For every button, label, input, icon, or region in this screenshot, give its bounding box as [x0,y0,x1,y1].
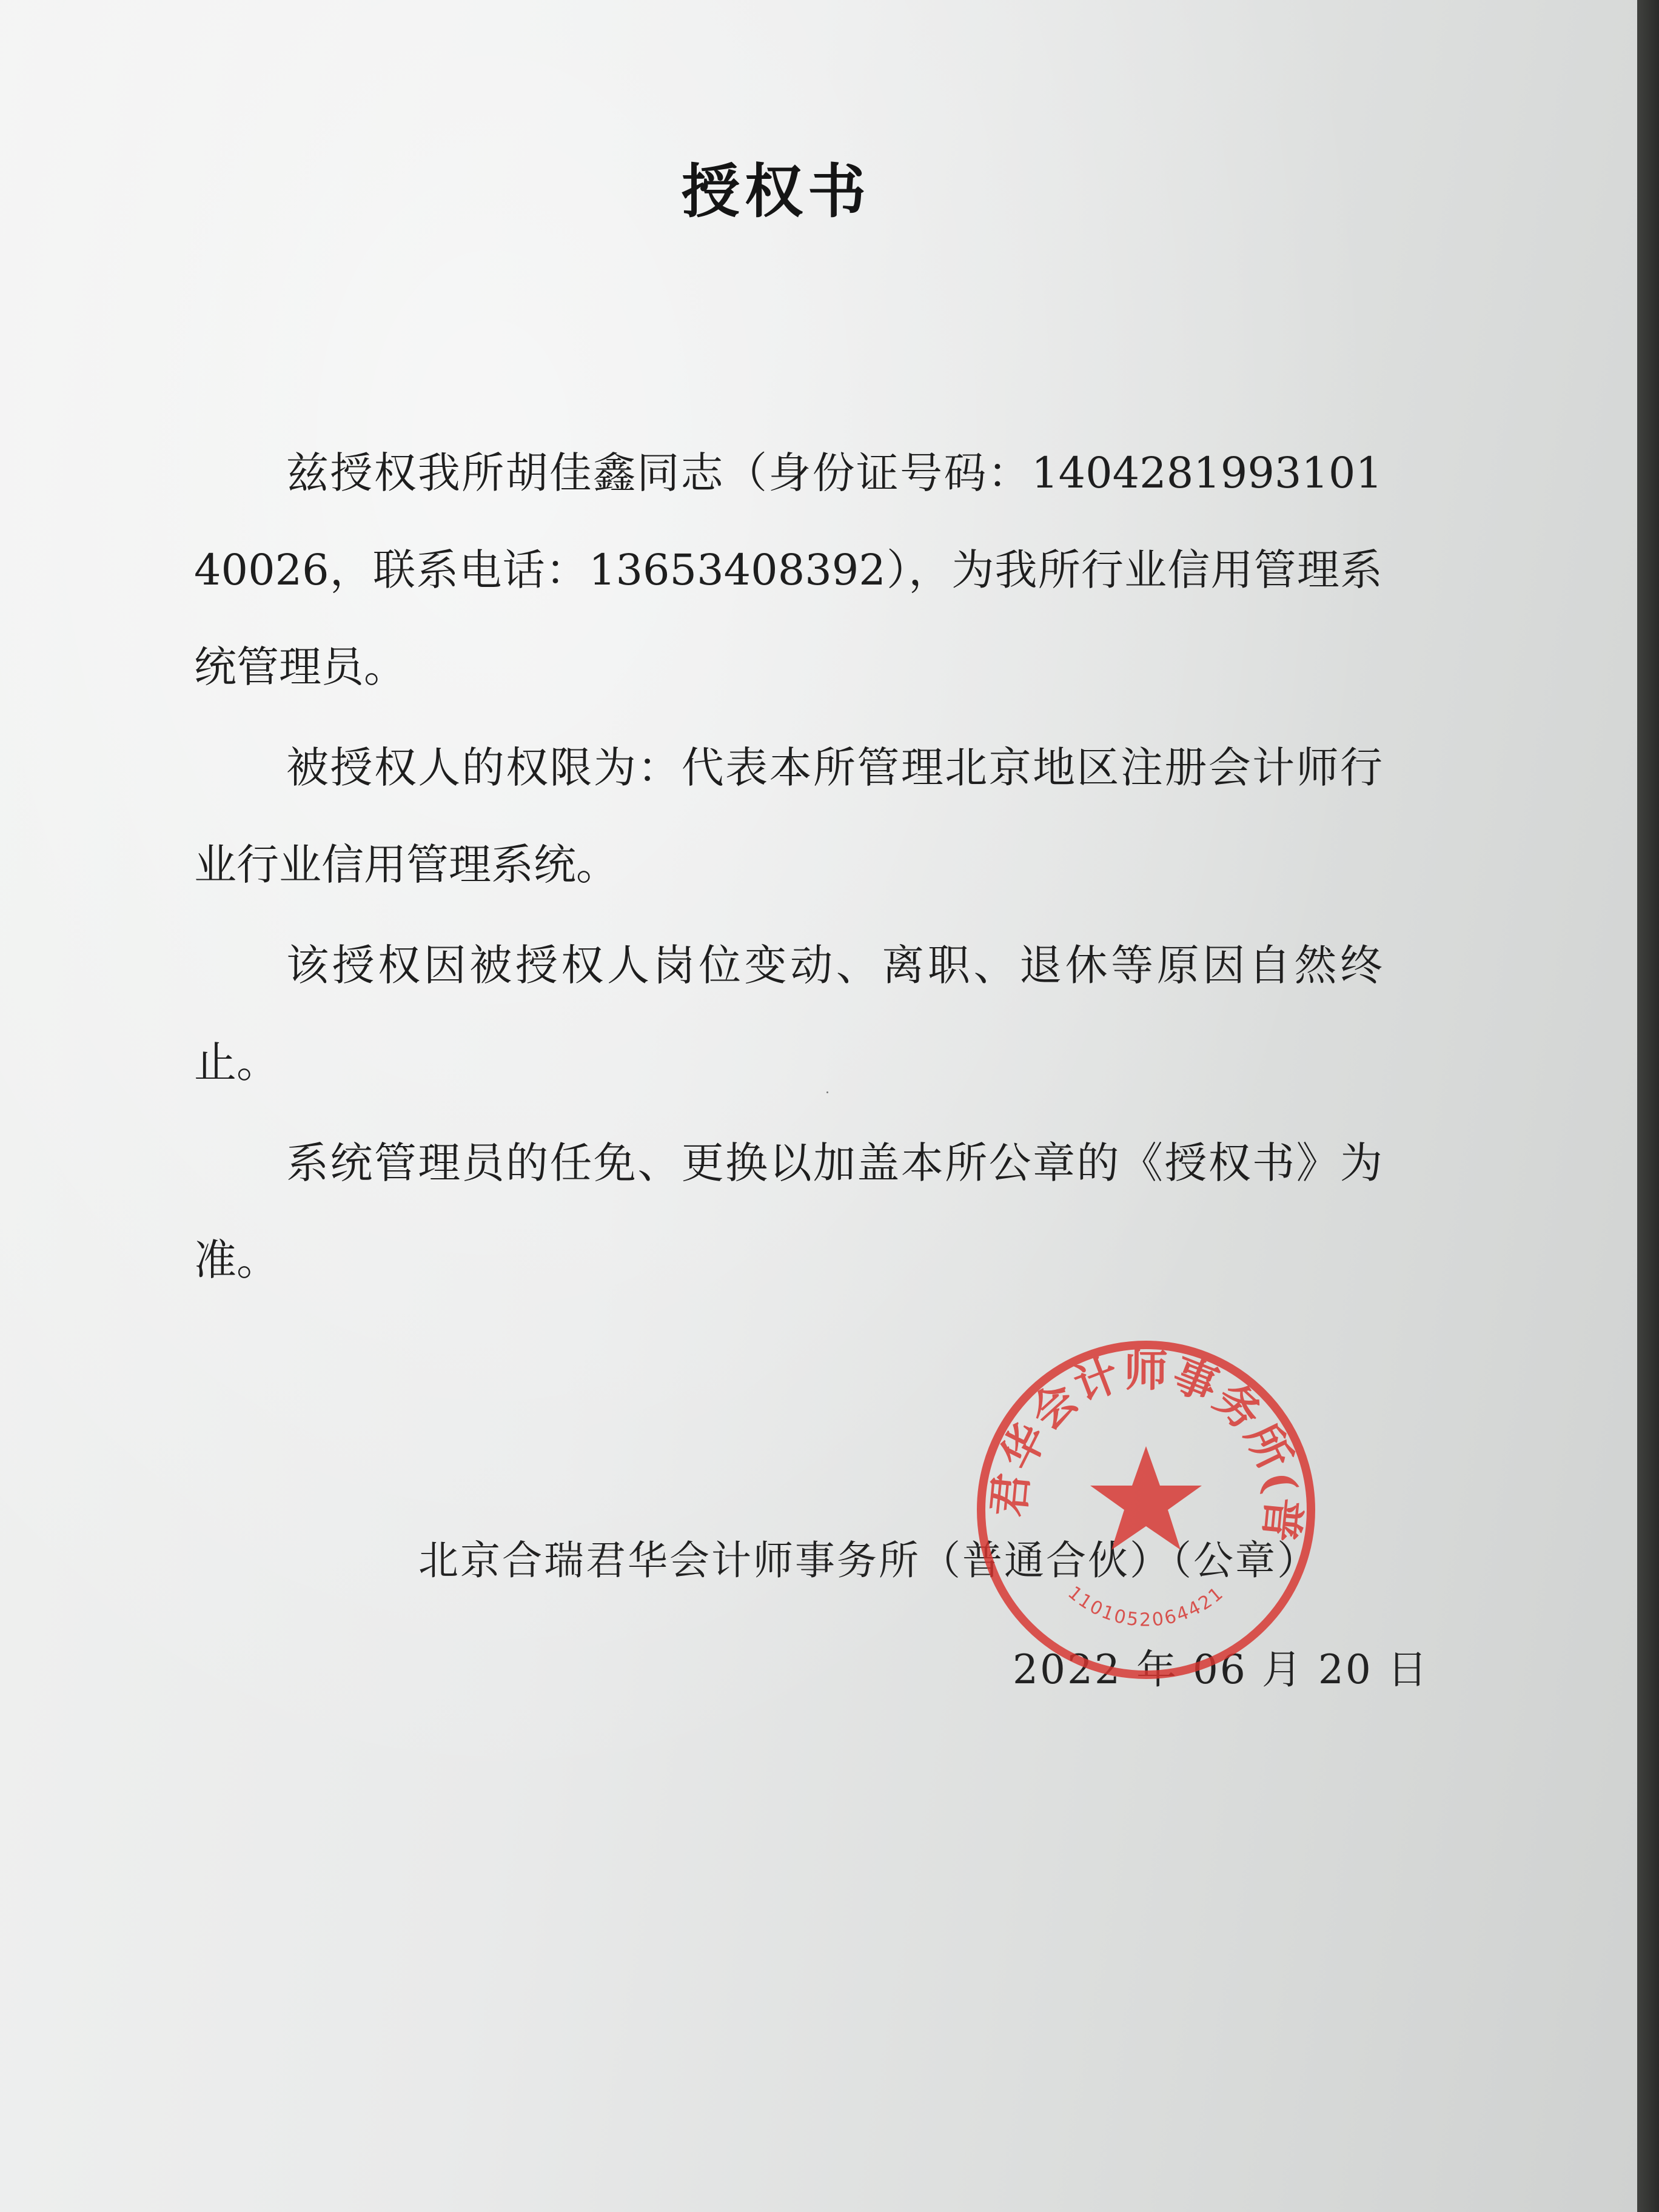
paragraph-authorization: 兹授权我所胡佳鑫同志（身份证号码：140428199310140026，联系电话：13653408392），为我所行业信用管理系统管理员。 [194,448,1382,692]
paragraph-termination: 该授权因被授权人岗位变动、离职、退休等原因自然终止。 [194,940,1382,1087]
document-title: 授权书 [682,157,871,226]
paragraph-appointment: 系统管理员的任免、更换以加盖本所公章的《授权书》为准。 [194,1138,1382,1285]
paragraph-permissions: 被授权人的权限为：代表本所管理北京地区注册会计师行业行业信用管理系统。 [194,743,1382,890]
signature-line: 北京合瑞君华会计师事务所（普通合伙）（公章） [418,1537,1319,1584]
seal-star-icon [1090,1446,1202,1550]
seal-number: 1101052064421 [1064,1582,1228,1631]
date-line: 2022 年 06 月 20 日 [1013,1646,1429,1693]
paper-speck [826,1091,828,1093]
document-body [194,424,1382,1312]
seal-ring-text: 君华会计师事务所(普 [982,1344,1310,1546]
official-seal-stamp [970,1334,1322,1686]
